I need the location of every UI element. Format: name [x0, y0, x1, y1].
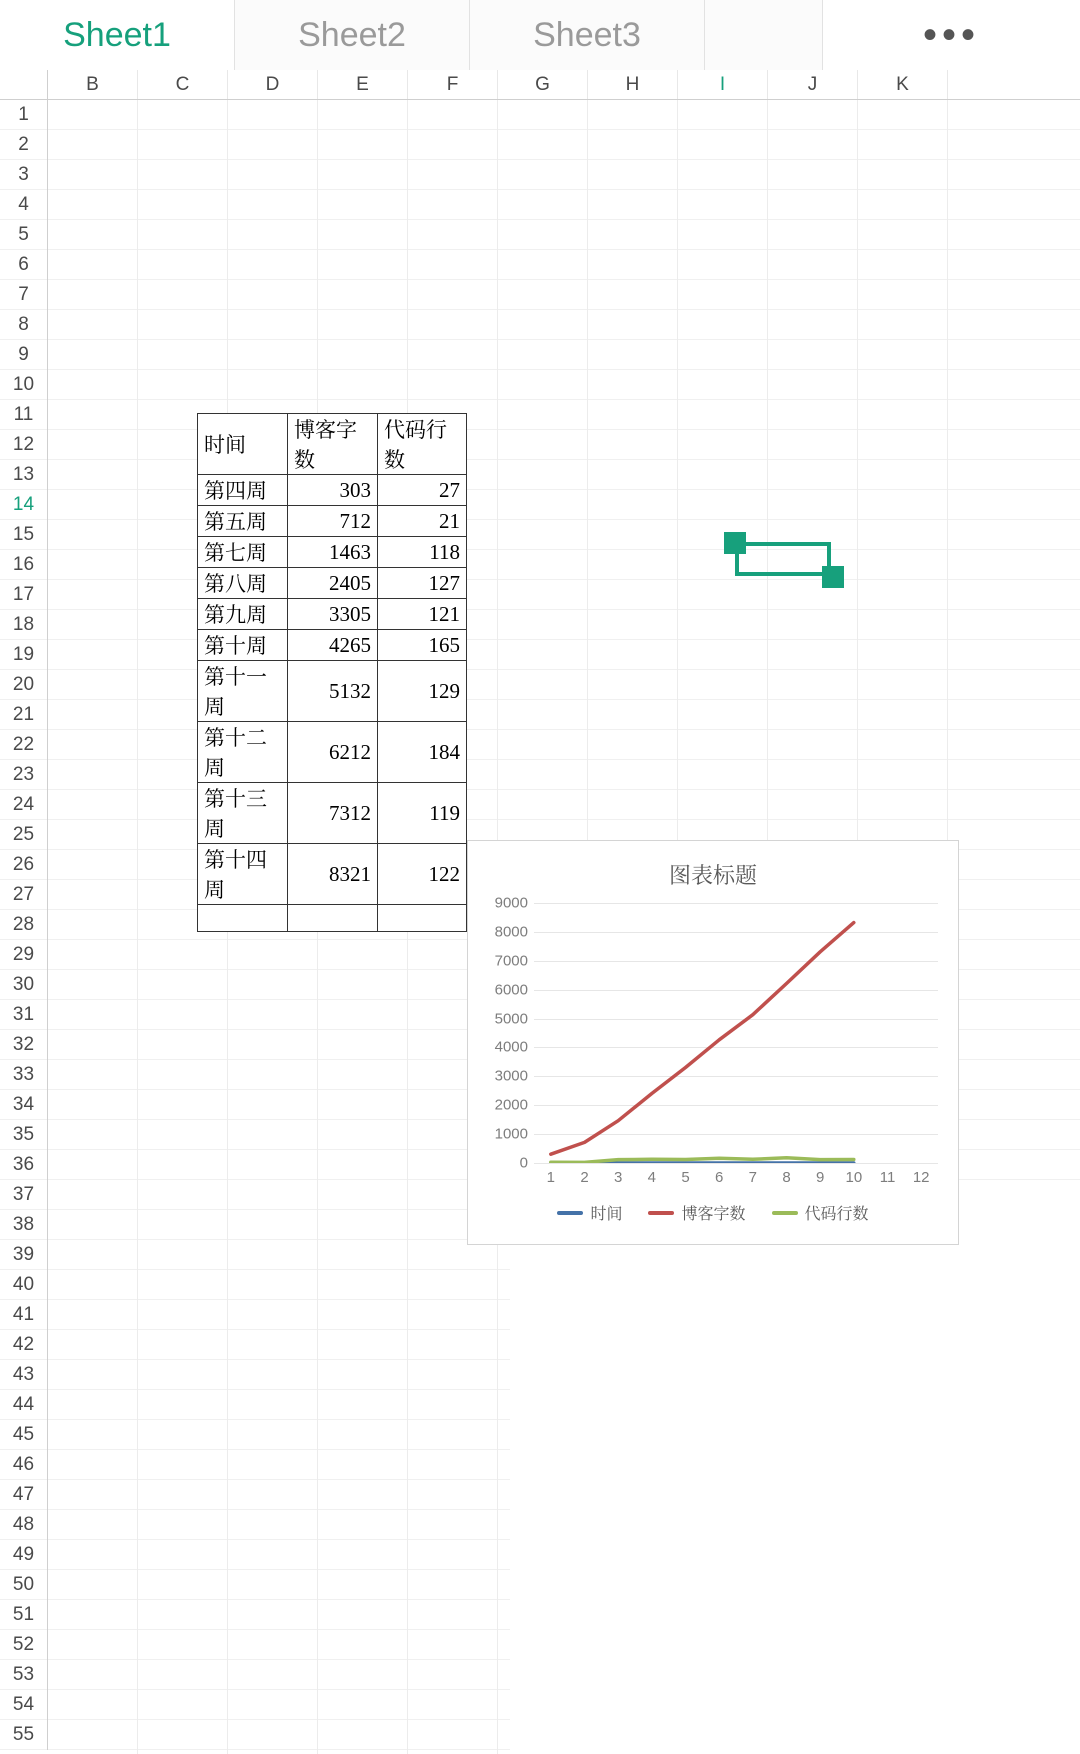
- row-header-12[interactable]: 12: [0, 430, 47, 460]
- chart-series-svg: [534, 903, 938, 1163]
- row-header-30[interactable]: 30: [0, 970, 47, 1000]
- row-header-22[interactable]: 22: [0, 730, 47, 760]
- row-header-33[interactable]: 33: [0, 1060, 47, 1090]
- column-header-B[interactable]: B: [48, 70, 138, 99]
- chart-y-tick-label: 8000: [494, 923, 528, 941]
- column-header-K[interactable]: K: [858, 70, 948, 99]
- table-row[interactable]: [198, 783, 467, 844]
- chart-y-tick-label: 3000: [494, 1067, 528, 1085]
- row-header-41[interactable]: 41: [0, 1300, 47, 1330]
- chart-y-tick-label: 4000: [494, 1038, 528, 1056]
- chart-gridline: [534, 1163, 938, 1164]
- chart-x-tick-label: 8: [782, 1169, 791, 1186]
- selection-seg-top: [735, 542, 831, 546]
- column-header-E[interactable]: E: [318, 70, 408, 99]
- grid-hline: [48, 189, 1080, 190]
- table-cell[interactable]: 2405: [288, 568, 378, 599]
- table-row[interactable]: [198, 537, 467, 568]
- chart-x-tick-label: 12: [912, 1169, 930, 1186]
- tab-sheet3[interactable]: [470, 0, 705, 70]
- legend-label: 代码行数: [804, 1206, 869, 1223]
- row-header-51[interactable]: 51: [0, 1600, 47, 1630]
- row-header-23[interactable]: 23: [0, 760, 47, 790]
- row-header-53[interactable]: 53: [0, 1660, 47, 1690]
- row-header-27[interactable]: 27: [0, 880, 47, 910]
- row-header-50[interactable]: 50: [0, 1570, 47, 1600]
- line-chart[interactable]: [467, 840, 959, 1245]
- row-header-19[interactable]: 19: [0, 640, 47, 670]
- tab-sheet1[interactable]: [0, 0, 235, 70]
- row-header-2[interactable]: 2: [0, 130, 47, 160]
- table-cell[interactable]: 第八周: [198, 568, 288, 599]
- chart-title: 图表标题: [668, 863, 757, 888]
- grid-hline: [48, 249, 1080, 250]
- row-header-38[interactable]: 38: [0, 1210, 47, 1240]
- legend-swatch: [557, 1211, 583, 1215]
- table-cell[interactable]: 6212: [288, 722, 378, 783]
- row-header-45[interactable]: 45: [0, 1420, 47, 1450]
- table-row[interactable]: [198, 844, 467, 905]
- grid-hline: [48, 309, 1080, 310]
- row-header-42[interactable]: 42: [0, 1330, 47, 1360]
- table-cell[interactable]: 7312: [288, 783, 378, 844]
- table-cell[interactable]: [378, 905, 467, 932]
- grid-hline: [48, 279, 1080, 280]
- grid-area[interactable]: [0, 70, 1080, 1754]
- legend-label: 博客字数: [681, 1206, 746, 1223]
- tab-sheet2-label: Sheet2: [298, 15, 406, 54]
- row-header-37[interactable]: 37: [0, 1180, 47, 1210]
- row-header-32[interactable]: 32: [0, 1030, 47, 1060]
- table-cell[interactable]: 21: [378, 506, 467, 537]
- table-row[interactable]: [198, 599, 467, 630]
- legend-item[interactable]: [648, 1201, 745, 1224]
- chart-x-tick-label: 3: [613, 1169, 623, 1186]
- table-cell[interactable]: 第十二周: [198, 722, 288, 783]
- table-row[interactable]: [198, 905, 467, 932]
- tab-sheet3-label: Sheet3: [533, 15, 641, 54]
- table-row[interactable]: [198, 661, 467, 722]
- legend-label: 时间: [590, 1206, 623, 1223]
- table-cell[interactable]: 129: [378, 661, 467, 722]
- table-cell[interactable]: 第十四周: [198, 844, 288, 905]
- chart-y-tick-label: 5000: [494, 1010, 528, 1028]
- chart-x-tick-label: 6: [714, 1169, 724, 1186]
- chart-x-tick-label: 11: [879, 1169, 896, 1186]
- table-cell[interactable]: [198, 905, 288, 932]
- grid-vline: [137, 100, 138, 1754]
- chart-y-tick-label: 6000: [494, 981, 528, 999]
- table-cell[interactable]: [288, 905, 378, 932]
- grid-hline: [48, 159, 1080, 160]
- tab-sheet1-label: Sheet1: [63, 15, 171, 54]
- chart-x-tick-label: 9: [815, 1169, 825, 1186]
- row-header-1[interactable]: 1: [0, 100, 47, 130]
- row-header-52[interactable]: 52: [0, 1630, 47, 1660]
- row-header-9[interactable]: 9: [0, 340, 47, 370]
- row-header-40[interactable]: 40: [0, 1270, 47, 1300]
- sheet-edge-right: [510, 1199, 1080, 1754]
- chart-series-line: [551, 923, 854, 1155]
- column-header-I[interactable]: I: [678, 70, 768, 99]
- table-cell[interactable]: 4265: [288, 630, 378, 661]
- table-header-cell[interactable]: 时间: [198, 414, 288, 475]
- tab-add-sheet[interactable]: [705, 0, 823, 70]
- row-header-39[interactable]: 39: [0, 1240, 47, 1270]
- chart-y-tick-label: 2000: [494, 1096, 528, 1114]
- legend-item[interactable]: [772, 1201, 869, 1224]
- row-header-17[interactable]: 17: [0, 580, 47, 610]
- row-header-36[interactable]: 36: [0, 1150, 47, 1180]
- table-cell[interactable]: 第十三周: [198, 783, 288, 844]
- column-header-F[interactable]: F: [408, 70, 498, 99]
- table-cell[interactable]: 第十一周: [198, 661, 288, 722]
- row-header-47[interactable]: 47: [0, 1480, 47, 1510]
- row-header-8[interactable]: 8: [0, 310, 47, 340]
- row-header-15[interactable]: 15: [0, 520, 47, 550]
- selection-handle-start[interactable]: [724, 532, 746, 554]
- selection-seg-bottom: [735, 572, 831, 576]
- chart-y-tick-label: 1000: [494, 1125, 528, 1143]
- table-cell[interactable]: 8321: [288, 844, 378, 905]
- column-header-D[interactable]: D: [228, 70, 318, 99]
- table-cell[interactable]: 第七周: [198, 537, 288, 568]
- row-header-20[interactable]: 20: [0, 670, 47, 700]
- row-header-24[interactable]: 24: [0, 790, 47, 820]
- row-header-31[interactable]: 31: [0, 1000, 47, 1030]
- table-cell[interactable]: 5132: [288, 661, 378, 722]
- table-cell[interactable]: 1463: [288, 537, 378, 568]
- chart-x-tick-label: 7: [748, 1169, 757, 1186]
- table-row[interactable]: [198, 630, 467, 661]
- table-header-row: [198, 414, 467, 475]
- column-header-H[interactable]: H: [588, 70, 678, 99]
- more-options-label: •••: [922, 12, 980, 57]
- row-header-48[interactable]: 48: [0, 1510, 47, 1540]
- row-header-10[interactable]: 10: [0, 370, 47, 400]
- row-header-13[interactable]: 13: [0, 460, 47, 490]
- more-options-icon[interactable]: [823, 0, 1080, 70]
- chart-x-tick-label: 1: [546, 1169, 555, 1186]
- row-header-3[interactable]: 3: [0, 160, 47, 190]
- chart-x-tick-label: 4: [647, 1169, 656, 1186]
- table-cell[interactable]: 119: [378, 783, 467, 844]
- row-header-43[interactable]: 43: [0, 1360, 47, 1390]
- table-header-cell[interactable]: 博客字数: [288, 414, 378, 475]
- chart-plot-area: [494, 894, 938, 1186]
- table-header-cell[interactable]: 代码行数: [378, 414, 467, 475]
- table-cell[interactable]: 127: [378, 568, 467, 599]
- cell-canvas[interactable]: [48, 100, 1080, 1754]
- table-cell[interactable]: 第四周: [198, 475, 288, 506]
- table-cell[interactable]: 27: [378, 475, 467, 506]
- table-cell[interactable]: 303: [288, 475, 378, 506]
- row-header-35[interactable]: 35: [0, 1120, 47, 1150]
- chart-y-tick-label: 0: [519, 1154, 528, 1172]
- selection-shape[interactable]: [724, 532, 844, 588]
- row-header-11[interactable]: 11: [0, 400, 47, 430]
- table-cell[interactable]: 122: [378, 844, 467, 905]
- row-header-4[interactable]: 4: [0, 190, 47, 220]
- row-header-55[interactable]: 55: [0, 1720, 47, 1750]
- row-header-49[interactable]: 49: [0, 1540, 47, 1570]
- table-cell[interactable]: 184: [378, 722, 467, 783]
- table-cell[interactable]: 第十周: [198, 630, 288, 661]
- row-header-34[interactable]: 34: [0, 1090, 47, 1120]
- grid-hline: [48, 219, 1080, 220]
- grid-hline: [48, 369, 1080, 370]
- row-header-44[interactable]: 44: [0, 1390, 47, 1420]
- legend-item[interactable]: [557, 1201, 622, 1224]
- table-row[interactable]: [198, 506, 467, 537]
- legend-swatch: [772, 1211, 798, 1215]
- row-header-16[interactable]: 16: [0, 550, 47, 580]
- column-header-J[interactable]: J: [768, 70, 858, 99]
- table-cell[interactable]: 3305: [288, 599, 378, 630]
- table-cell[interactable]: 118: [378, 537, 467, 568]
- chart-x-tick-label: 10: [845, 1169, 863, 1186]
- table-cell[interactable]: 第九周: [198, 599, 288, 630]
- row-header-column: [0, 100, 48, 1750]
- grid-hline: [48, 399, 1080, 400]
- row-header-14[interactable]: 14: [0, 490, 47, 520]
- legend-swatch: [648, 1211, 674, 1215]
- chart-x-tick-label: 2: [580, 1169, 589, 1186]
- grid-hline: [48, 129, 1080, 130]
- grid-hline: [48, 339, 1080, 340]
- row-header-25[interactable]: 25: [0, 820, 47, 850]
- chart-legend: [468, 1201, 958, 1224]
- row-header-7[interactable]: 7: [0, 280, 47, 310]
- table-cell[interactable]: 第五周: [198, 506, 288, 537]
- row-header-28[interactable]: 28: [0, 910, 47, 940]
- tab-sheet2[interactable]: [235, 0, 470, 70]
- table-cell[interactable]: 121: [378, 599, 467, 630]
- row-header-21[interactable]: 21: [0, 700, 47, 730]
- column-header-G[interactable]: G: [498, 70, 588, 99]
- chart-y-tick-label: 9000: [494, 894, 528, 912]
- row-header-5[interactable]: 5: [0, 220, 47, 250]
- select-all-corner[interactable]: [0, 70, 48, 99]
- row-header-54[interactable]: 54: [0, 1690, 47, 1720]
- table-row[interactable]: [198, 475, 467, 506]
- column-header-C[interactable]: C: [138, 70, 228, 99]
- row-header-6[interactable]: 6: [0, 250, 47, 280]
- sheet-tab-bar: [0, 0, 1080, 71]
- row-header-29[interactable]: 29: [0, 940, 47, 970]
- chart-y-tick-label: 7000: [494, 952, 528, 970]
- selection-handle-end[interactable]: [822, 566, 844, 588]
- table-row[interactable]: [198, 722, 467, 783]
- data-table[interactable]: [197, 413, 467, 932]
- table-cell[interactable]: 712: [288, 506, 378, 537]
- chart-x-tick-label: 5: [681, 1169, 690, 1186]
- column-header-row: [0, 70, 1080, 100]
- row-header-18[interactable]: 18: [0, 610, 47, 640]
- table-cell[interactable]: 165: [378, 630, 467, 661]
- row-header-46[interactable]: 46: [0, 1450, 47, 1480]
- table-row[interactable]: [198, 568, 467, 599]
- row-header-26[interactable]: 26: [0, 850, 47, 880]
